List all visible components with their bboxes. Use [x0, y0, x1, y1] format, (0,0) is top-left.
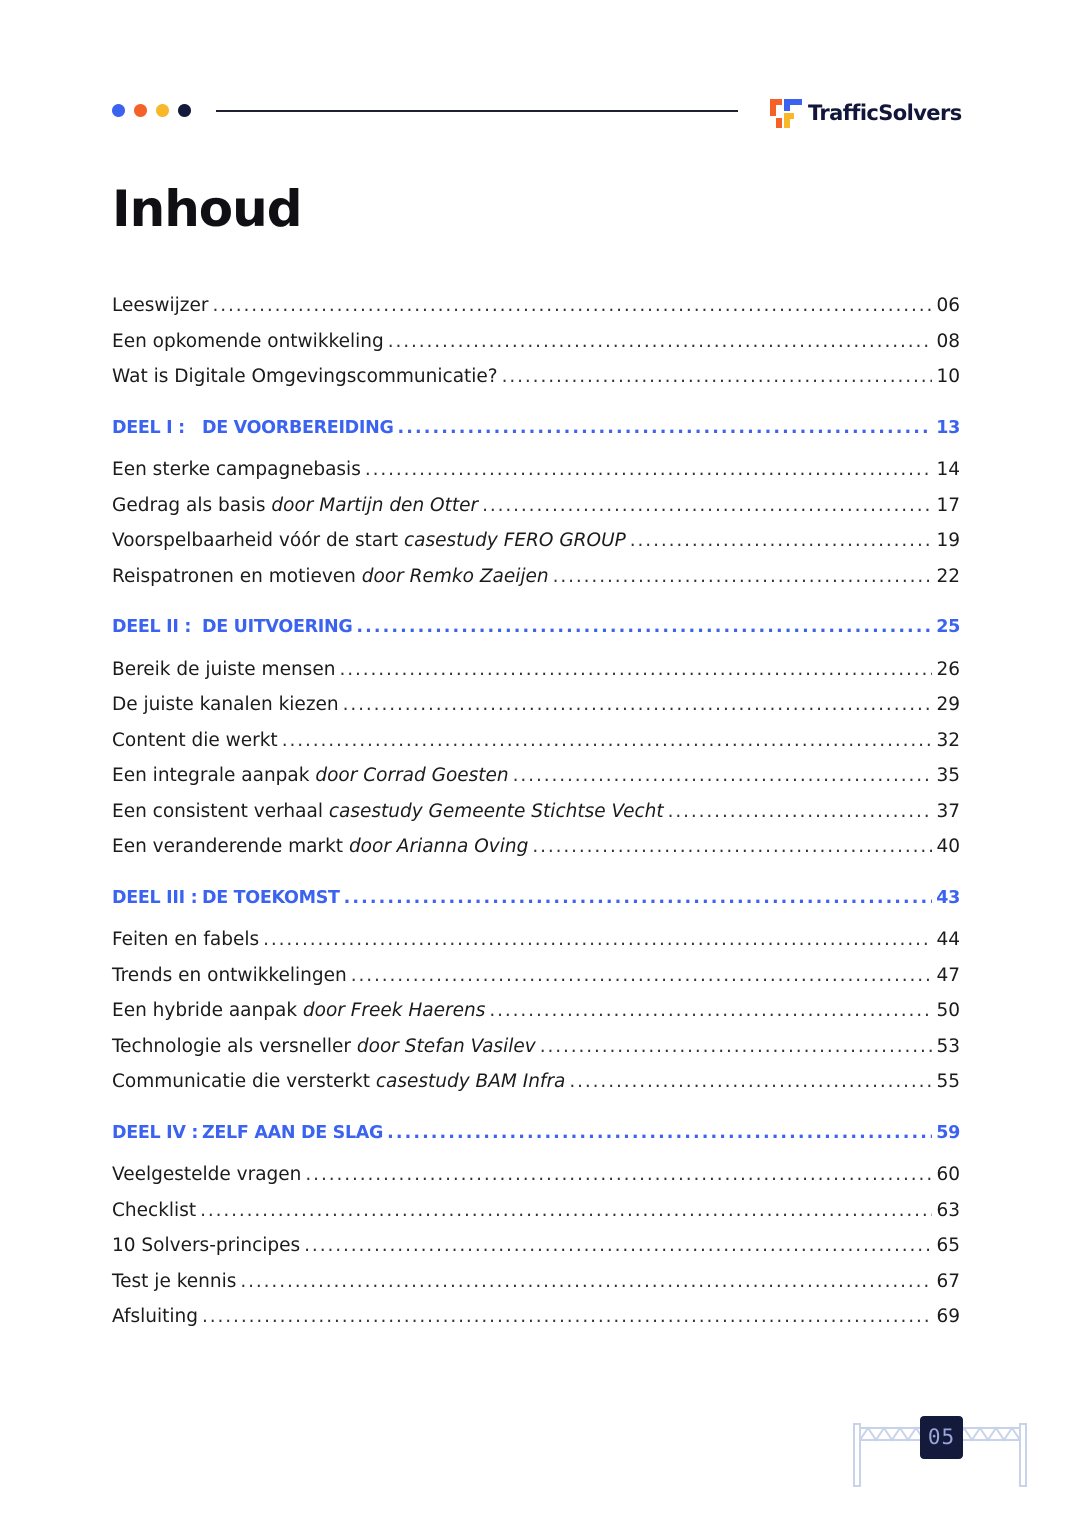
toc-row[interactable] [112, 1029, 960, 1065]
header-rule [216, 110, 738, 112]
toc-author: door Martijn den Otter [271, 494, 479, 516]
toc-title: Een consistent verhaal [112, 800, 329, 822]
toc-page-number: 26 [936, 658, 960, 680]
toc-title: Voorspelbaarheid vóór de start [112, 530, 404, 551]
toc-label [112, 958, 347, 994]
toc-dot-leader [240, 1264, 932, 1300]
toc-title: Gedrag als basis [112, 494, 272, 516]
toc-dot-leader [351, 958, 933, 994]
toc-dot-leader [387, 1116, 932, 1152]
toc-dot-leader [339, 652, 932, 688]
toc-dot-leader [263, 922, 932, 958]
toc-dot-leader [344, 881, 933, 917]
toc-row[interactable] [112, 288, 960, 324]
toc-dot-leader [668, 794, 933, 830]
toc-dot-leader [304, 1228, 932, 1264]
toc-title: Checklist [112, 1199, 197, 1221]
toc-section-row[interactable] [112, 881, 960, 917]
toc-section-row[interactable] [112, 411, 960, 447]
trafficsolvers-logo-icon [768, 96, 804, 130]
toc-page-number: 13 [936, 417, 960, 438]
toc-dot-leader [365, 452, 933, 488]
toc-label [112, 324, 384, 360]
toc-label [112, 1228, 300, 1264]
toc-title: 10 Solvers-principes [112, 1235, 301, 1256]
toc-row[interactable] [112, 1157, 960, 1193]
toc-dot-leader [513, 758, 933, 794]
toc-dot-leader [282, 723, 933, 759]
toc-dot-leader [482, 488, 932, 524]
toc-title: De juiste kanalen kiezen [112, 694, 339, 715]
toc-page-number: 25 [936, 617, 960, 637]
toc-dot-leader [388, 324, 933, 360]
toc-row[interactable] [112, 687, 960, 723]
toc-page-number: 63 [936, 1199, 960, 1221]
toc-page-number: 32 [936, 729, 960, 751]
toc-title: DE VOORBEREIDING [202, 417, 394, 438]
toc-author: casestudy FERO GROUP [403, 530, 626, 551]
toc-row[interactable] [112, 1299, 960, 1335]
page-title: Inhoud [112, 180, 302, 238]
toc-label [112, 411, 394, 447]
toc-title: Technologie als versneller [112, 1035, 357, 1057]
toc-author: door Freek Haerens [302, 1000, 486, 1021]
toc-page-number: 60 [936, 1164, 960, 1185]
toc-row[interactable] [112, 523, 960, 559]
page-number: 05 [920, 1416, 963, 1459]
toc-page-number: 40 [936, 836, 960, 857]
toc-row[interactable] [112, 652, 960, 688]
toc-row[interactable] [112, 1228, 960, 1264]
toc-section-row[interactable] [112, 1116, 960, 1152]
toc-title: Een sterke campagnebasis [112, 459, 361, 480]
toc-row[interactable] [112, 758, 960, 794]
toc-dot-leader [569, 1064, 932, 1100]
toc-title: Een opkomende ontwikkeling [112, 330, 384, 352]
toc-row[interactable] [112, 359, 960, 395]
toc-dot-leader [356, 610, 932, 646]
toc-label [112, 652, 335, 688]
toc-dot-leader [553, 559, 933, 595]
toc-dot-leader [213, 288, 933, 324]
toc-label [112, 922, 259, 958]
toc-part-number: DEEL II : [112, 617, 192, 637]
toc-page-number: 08 [936, 330, 960, 352]
toc-title: Test je kennis [112, 1270, 237, 1292]
toc-part-number: DEEL IV : [112, 1122, 199, 1143]
toc-row[interactable] [112, 559, 960, 595]
toc-title: Afsluiting [112, 1306, 199, 1327]
toc-page-number: 22 [936, 565, 960, 587]
toc-row[interactable] [112, 1193, 960, 1229]
toc-label [112, 610, 352, 646]
toc-page-number: 69 [936, 1306, 960, 1327]
toc-row[interactable] [112, 993, 960, 1029]
toc-page-number: 29 [936, 694, 960, 715]
table-of-contents [112, 288, 960, 1335]
toc-row[interactable] [112, 1064, 960, 1100]
toc-label [112, 359, 498, 395]
toc-title: Reispatronen en motieven [112, 565, 362, 587]
toc-label [112, 881, 340, 917]
toc-page-number: 55 [936, 1071, 960, 1092]
toc-title: Bereik de juiste mensen [112, 658, 336, 680]
header-dots [112, 104, 191, 117]
toc-part-number: DEEL I : [112, 417, 185, 438]
toc-label [112, 1064, 565, 1100]
toc-label [112, 288, 209, 324]
toc-label [112, 758, 509, 794]
toc-row[interactable] [112, 958, 960, 994]
toc-row[interactable] [112, 1264, 960, 1300]
toc-page-number: 10 [936, 366, 960, 387]
toc-section-row[interactable] [112, 610, 960, 646]
toc-dot-leader [532, 829, 932, 865]
toc-dot-leader [489, 993, 932, 1029]
toc-page-number: 35 [936, 765, 960, 786]
toc-page-number: 19 [936, 530, 960, 551]
toc-label [112, 829, 528, 865]
toc-row[interactable] [112, 723, 960, 759]
toc-author: door Arianna Oving [348, 836, 529, 857]
toc-dot-leader [202, 1299, 932, 1335]
toc-dot-leader [502, 359, 933, 395]
toc-author: casestudy BAM Infra [375, 1071, 566, 1092]
toc-row[interactable] [112, 452, 960, 488]
blue-dot [112, 104, 125, 117]
logo-text: TrafficSolvers [808, 101, 962, 125]
toc-page-number: 43 [936, 887, 960, 908]
toc-title: DE UITVOERING [202, 617, 353, 637]
toc-label [112, 993, 485, 1029]
toc-row[interactable] [112, 922, 960, 958]
toc-author: door Remko Zaeijen [361, 565, 549, 587]
orange-dot [134, 104, 147, 117]
toc-part-number: DEEL III : [112, 887, 198, 908]
toc-title: Content die werkt [112, 729, 278, 751]
toc-page-number: 67 [936, 1270, 960, 1292]
toc-title: Feiten en fabels [112, 929, 260, 950]
toc-label [112, 1116, 383, 1152]
toc-page-number: 17 [936, 494, 960, 516]
toc-title: Een integrale aanpak [112, 765, 316, 786]
toc-label [112, 794, 664, 830]
toc-row[interactable] [112, 829, 960, 865]
toc-title: Een veranderende markt [112, 836, 349, 857]
toc-title: Een hybride aanpak [112, 1000, 303, 1021]
toc-title: Veelgestelde vragen [112, 1164, 302, 1185]
toc-page-number: 50 [936, 1000, 960, 1021]
toc-title: Wat is Digitale Omgevingscommunicatie? [112, 366, 498, 387]
toc-label [112, 1193, 196, 1229]
toc-page-number: 47 [936, 964, 960, 986]
toc-row[interactable] [112, 488, 960, 524]
toc-dot-leader [630, 523, 933, 559]
toc-dot-leader [343, 687, 933, 723]
toc-label [112, 452, 361, 488]
toc-dot-leader [398, 411, 933, 447]
toc-row[interactable] [112, 794, 960, 830]
toc-title: ZELF AAN DE SLAG [202, 1122, 384, 1143]
toc-page-number: 37 [936, 800, 960, 822]
navy-dot [178, 104, 191, 117]
toc-label [112, 1299, 198, 1335]
toc-row[interactable] [112, 324, 960, 360]
toc-label [112, 1029, 536, 1065]
toc-label [112, 1264, 236, 1300]
toc-title: Trends en ontwikkelingen [112, 964, 347, 986]
toc-page-number: 14 [936, 459, 960, 480]
toc-page-number: 59 [936, 1122, 960, 1143]
toc-author: door Stefan Vasilev [356, 1035, 536, 1057]
toc-label [112, 1157, 301, 1193]
toc-page-number: 65 [936, 1235, 960, 1256]
toc-author: door Corrad Goesten [315, 765, 509, 786]
toc-label [112, 687, 339, 723]
toc-dot-leader [540, 1029, 933, 1065]
toc-author: casestudy Gemeente Stichtse Vecht [328, 800, 664, 822]
toc-title: Leeswijzer [112, 295, 209, 316]
toc-title: DE TOEKOMST [202, 887, 340, 908]
toc-label [112, 559, 549, 595]
toc-page-number: 06 [936, 295, 960, 316]
trafficsolvers-logo [768, 96, 962, 130]
toc-label [112, 488, 478, 524]
toc-dot-leader [200, 1193, 932, 1229]
toc-label [112, 523, 626, 559]
yellow-dot [156, 104, 169, 117]
toc-page-number: 53 [936, 1035, 960, 1057]
toc-title: Communicatie die versterkt [112, 1071, 376, 1092]
toc-label [112, 723, 278, 759]
toc-page-number: 44 [936, 929, 960, 950]
toc-dot-leader [305, 1157, 932, 1193]
